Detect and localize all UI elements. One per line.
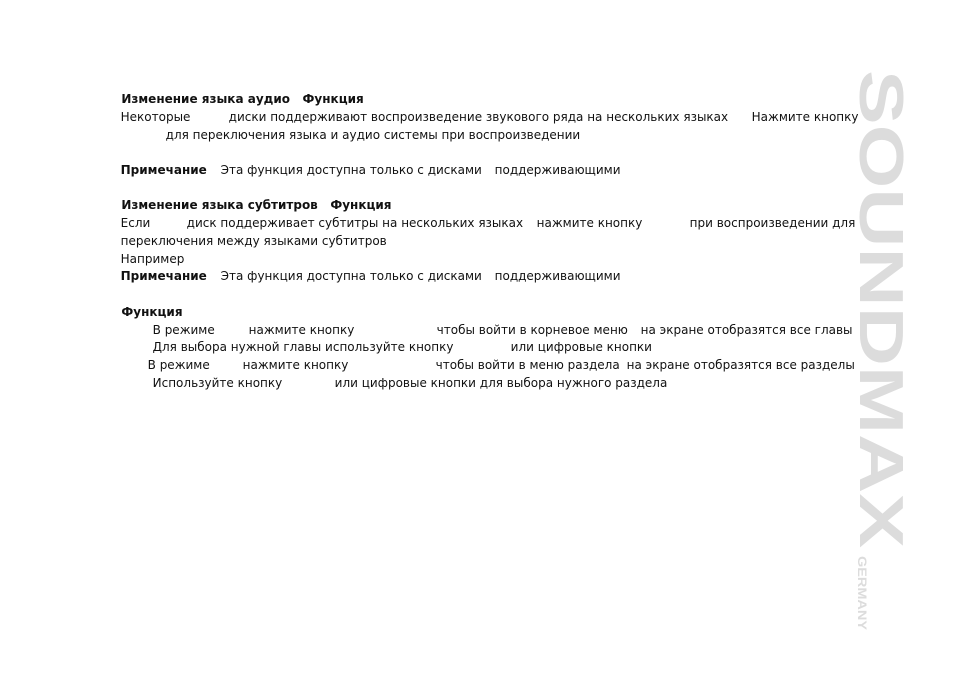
section3-l3-c: чтобы войти в меню раздела <box>435 358 620 372</box>
section1-p-mid: диски поддерживают воспроизведение звукового ряда на нескольких языках <box>228 110 729 124</box>
section1-p-line2: для переключения языка и аудио системы при воспроизведении <box>165 128 581 142</box>
section3-l4-a: Используйте кнопку <box>152 376 283 390</box>
note2-text2: поддерживающими <box>494 269 621 283</box>
section3-l1-c: чтобы войти в корневое меню <box>436 323 628 337</box>
section1-p-end: Нажмите кнопку <box>751 110 859 124</box>
section2-example: Например <box>120 252 185 266</box>
section2-p-start: Если <box>120 216 151 230</box>
section3-l3-a: В режиме <box>147 358 210 372</box>
section2-p-mid2: нажмите кнопку <box>536 216 643 230</box>
note2-label: Примечание <box>120 269 207 283</box>
section3-l2-a: Для выбора нужной главы используйте кнопку <box>152 340 454 354</box>
section2-p-mid: диск поддерживает субтитры на нескольких языках <box>186 216 524 230</box>
section1-p-start: Некоторые <box>120 110 191 124</box>
section3-l2-b: или цифровые кнопки <box>510 340 652 354</box>
section3-l3-b: нажмите кнопку <box>242 358 349 372</box>
brand-sub: GERMANY <box>855 556 869 618</box>
section1-title: Изменение языка аудио <box>121 92 290 106</box>
section3-title: Функция <box>121 305 183 319</box>
section1-title-suffix: Функция <box>302 92 364 106</box>
note2-text: Эта функция доступна только с дисками <box>220 269 482 283</box>
section3-l3-d: на экране отобразятся все разделы <box>626 358 855 372</box>
section3-l1-b: нажмите кнопку <box>248 323 355 337</box>
note1-text2: поддерживающими <box>494 163 621 177</box>
section2-p-line2: переключения между языками субтитров <box>120 234 387 248</box>
section3-l4-b: или цифровые кнопки для выбора нужного раздела <box>334 376 668 390</box>
note1-label: Примечание <box>120 163 207 177</box>
brand-name: SOUNDMAX <box>846 70 915 432</box>
note1-text: Эта функция доступна только с дисками <box>220 163 482 177</box>
brand-watermark <box>842 70 920 630</box>
section2-title-suffix: Функция <box>330 198 392 212</box>
section2-p-end: при воспроизведении для <box>689 216 856 230</box>
section3-l1-a: В режиме <box>152 323 215 337</box>
section3-l1-d: на экране отобразятся все главы <box>640 323 853 337</box>
section2-title: Изменение языка субтитров <box>121 198 318 212</box>
